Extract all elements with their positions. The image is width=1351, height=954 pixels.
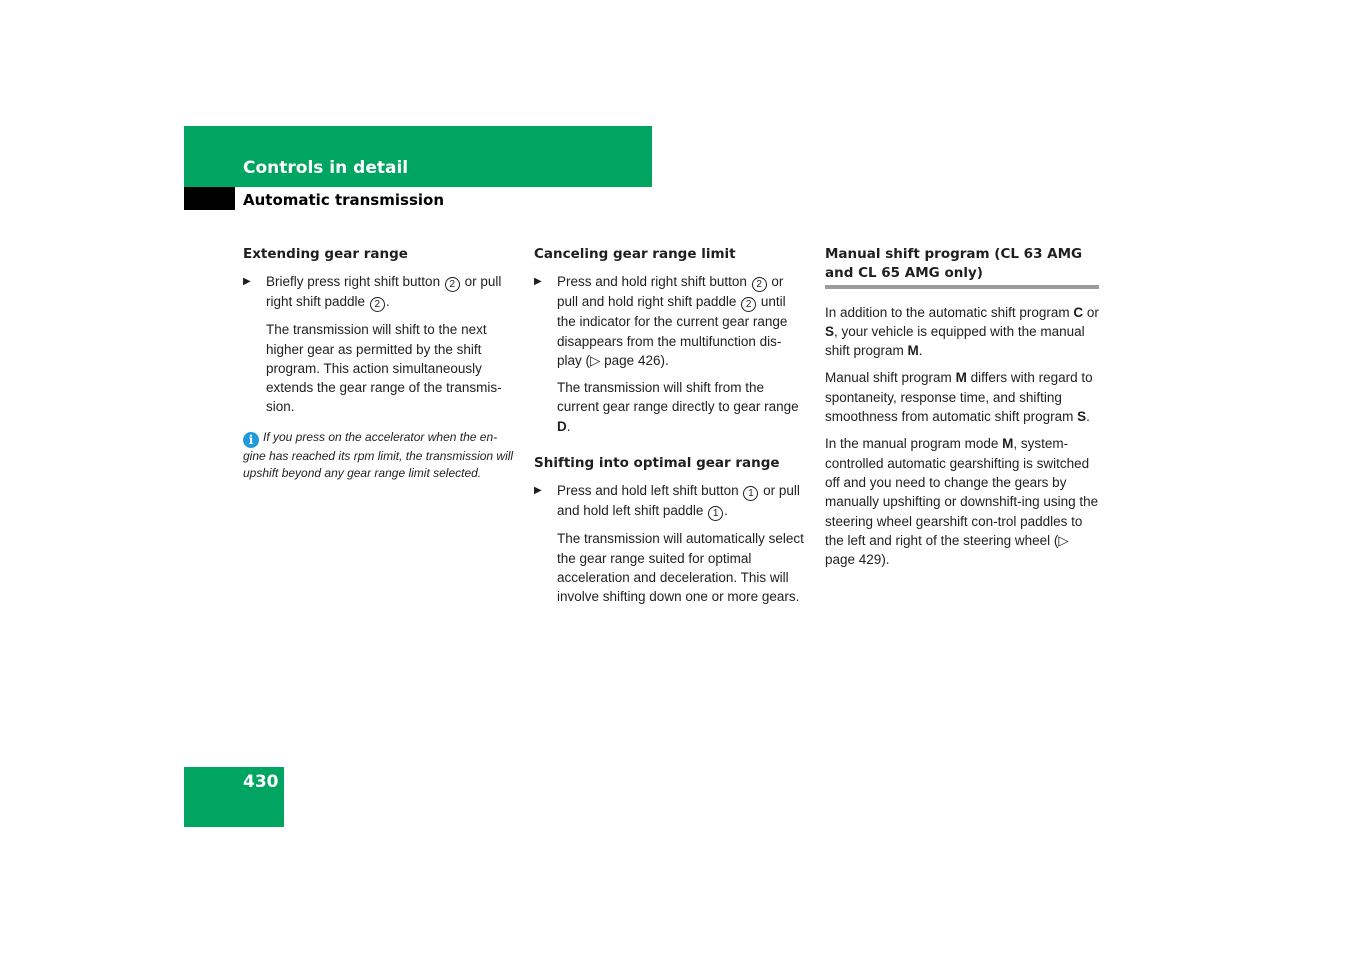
callout-number: 2 <box>370 297 385 312</box>
page-reference-link[interactable]: page 426 <box>600 352 661 368</box>
heading-extending-gear-range: Extending gear range <box>243 246 408 262</box>
note-text: If you press on the accelerator when the en-gine has reached its rpm limit, the transmission will upshift beyond any gear range limit selected. <box>243 429 514 480</box>
section-title: Controls in detail <box>243 158 409 178</box>
heading-canceling-gear-range-limit: Canceling gear range limit <box>534 246 736 262</box>
result-text: The transmission will shift from the current gear range directly to gear range D. <box>557 380 799 434</box>
info-note <box>243 429 519 482</box>
paragraph: In addition to the automatic shift program C or S, your vehicle is equipped with the manual shift program M. <box>825 304 1099 359</box>
result-text: The transmission will shift to the next higher gear as permitted by the shift program. This action simultaneously extends the gear range of the transmis-sion. <box>266 322 502 415</box>
callout-number: 1 <box>743 486 758 501</box>
subsection-title: Automatic transmission <box>243 191 444 209</box>
bullet-arrow-icon: ▶ <box>534 276 542 288</box>
callout-number: 1 <box>708 506 723 521</box>
paragraph: Manual shift program M differs with regard to spontaneity, response time, and shifting smoothness from automatic shift program S. <box>825 370 1093 425</box>
page-reference-link[interactable]: page 429 <box>825 552 882 568</box>
column-right <box>825 245 1099 577</box>
page-number: 430 <box>243 772 279 792</box>
callout-number: 2 <box>741 297 756 312</box>
callout-number: 2 <box>445 277 460 292</box>
page-ref-arrow-icon: ▷ <box>1058 532 1069 548</box>
step-cancel-limit: ▶ Press and hold right shift button 2 or pull and hold right shift paddle 2 until the indicator for the current gear range disappears from the multifunction dis-play (▷ page 426). <box>534 274 788 368</box>
callout-number: 2 <box>752 277 767 292</box>
section-marker-tab <box>184 187 235 210</box>
step-extend-gear-range: ▶ Briefly press right shift button 2 or pull right shift paddle 2 . <box>243 274 502 311</box>
heading-manual-shift-program: Manual shift program (CL 63 AMG and CL 65 AMG only) <box>825 245 1099 289</box>
step-optimal-gear: ▶ Press and hold left shift button 1 or pull and hold left shift paddle 1 . <box>534 483 800 520</box>
bullet-arrow-icon: ▶ <box>243 276 251 288</box>
heading-shifting-optimal-gear-range: Shifting into optimal gear range <box>534 455 780 472</box>
info-icon: i <box>243 432 259 448</box>
result-text: The transmission will automatically select the gear range suited for optimal acceleration and deceleration. This will involve shifting down one or more gears. <box>557 531 804 605</box>
page-ref-arrow-icon: ▷ <box>590 352 601 368</box>
paragraph: In the manual program mode M, system-controlled automatic gearshifting is switched off and you need to change the gears by manually upshifting or downshift-ing using the steering wheel gearshift con-trol paddles to the left and right of the steering wheel (▷ page 429). <box>825 436 1099 568</box>
column-left <box>243 245 519 481</box>
bullet-arrow-icon: ▶ <box>534 485 542 497</box>
column-middle <box>534 245 806 617</box>
